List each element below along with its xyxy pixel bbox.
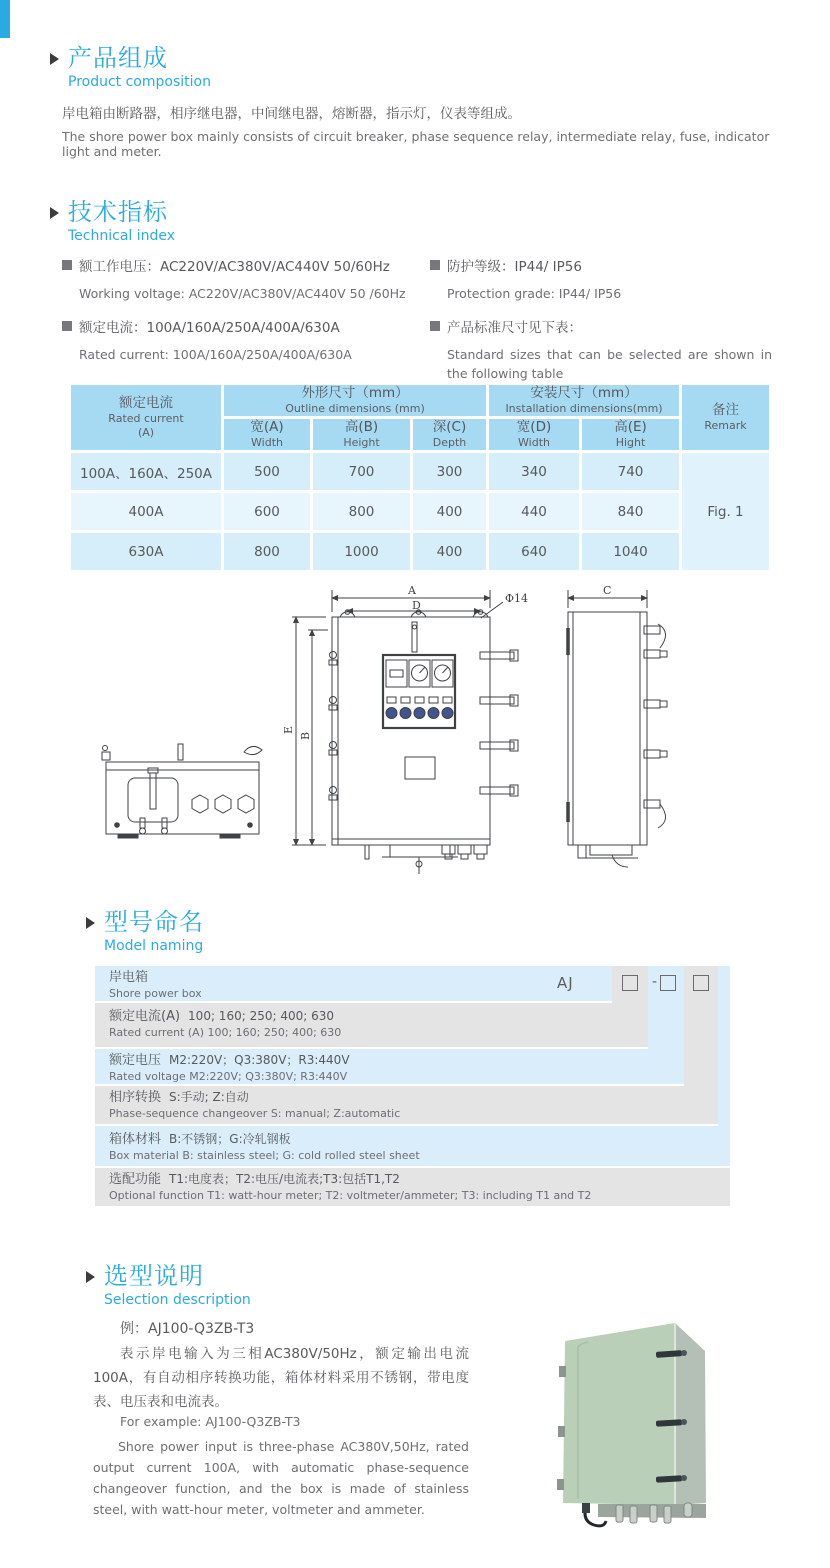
selection-example-en: For example: AJ100-Q3ZB-T3	[120, 1414, 301, 1429]
square-bullet-icon	[430, 260, 440, 270]
subheader-height-b: 高(B) Height	[313, 419, 410, 450]
section-title-cn: 型号命名	[104, 908, 204, 936]
model-code-box-1	[622, 975, 638, 991]
naming-row-optional-function: 选配功能 T1:电度表；T2:电压/电流表;T3:包括T1,T2 Optional function T1: watt-hour meter; T2: voltmeter/ammeter; T3: including T1 and T2	[95, 1168, 730, 1206]
subheader-width-a: 宽(A) Width	[224, 419, 310, 450]
bullet-standard-sizes	[430, 316, 772, 383]
model-code-prefix: AJ	[557, 974, 574, 992]
indicator-lights	[386, 697, 453, 719]
bullet-en: Protection grade: IP44/ IP56	[447, 286, 622, 301]
bullet-protection-grade	[430, 255, 772, 303]
page-corner-mark	[0, 0, 10, 38]
subheader-width-d: 宽(D) Width	[489, 419, 579, 450]
bullet-en: Standard sizes that can be selected are shown in the following table	[447, 347, 772, 381]
header-remark: 备注 Remark	[682, 385, 769, 450]
section-model-naming-title	[86, 908, 204, 956]
section-arrow-icon	[86, 917, 95, 929]
dim-label-c: C	[603, 584, 612, 597]
dim-label-d: D	[412, 599, 421, 612]
selection-example-cn: 例：AJ100-Q3ZB-T3	[120, 1321, 255, 1337]
size-table	[68, 382, 772, 573]
square-bullet-icon	[62, 321, 72, 331]
square-bullet-icon	[430, 321, 440, 331]
naming-row-rated-current: 额定电流(A) 100; 160; 250; 400; 630 Rated current (A) 100; 160; 250; 400; 630	[95, 1003, 648, 1047]
section-title-cn: 产品组成	[68, 44, 168, 72]
remark-value: Fig. 1	[682, 453, 769, 570]
naming-row-phase-sequence: 相序转换 S:手动; Z:自动 Phase-sequence changeover S: manual; Z:automatic	[95, 1086, 718, 1124]
table-row: 400A 600 800 400 440 840	[71, 493, 769, 530]
header-installation-dimensions: 安装尺寸（mm） Installation dimensions(mm)	[489, 385, 679, 416]
model-code-box-3	[693, 975, 709, 991]
drawing-bottom-view	[102, 744, 262, 838]
section-title-en: Technical index	[68, 228, 176, 244]
technical-drawings	[60, 582, 790, 882]
section-selection-description-title	[86, 1262, 251, 1310]
bullet-cn: 产品标准尺寸见下表：	[447, 320, 582, 336]
section-arrow-icon	[50, 207, 59, 219]
square-bullet-icon	[62, 260, 72, 270]
bullet-rated-current	[62, 316, 430, 364]
model-code-dash: -	[652, 974, 658, 990]
bullet-cn: 额定电流：100A/160A/250A/400A/630A	[79, 320, 340, 336]
bullets-left-column	[62, 255, 430, 396]
bullet-en: Working voltage: AC220V/AC380V/AC440V 50 /60Hz	[79, 286, 406, 301]
drawing-front-view	[292, 590, 518, 874]
header-rated-current: 额定电流 Rated current (A)	[71, 385, 221, 450]
product-photo-shore-power-box	[538, 1293, 793, 1565]
dim-label-b: B	[299, 731, 312, 740]
selection-body-cn: 表示岸电输入为三相AC380V/50Hz，额定输出电流100A，有自动相序转换功能，箱体材料采用不锈钢，带电度表、电压表和电流表。	[93, 1346, 469, 1410]
composition-body-cn: 岸电箱由断路器，相序继电器，中间继电器，熔断器，指示灯，仪表等组成。	[62, 106, 521, 122]
header-outline-dimensions: 外形尺寸（mm） Outline dimensions (mm)	[224, 385, 486, 416]
subheader-depth-c: 深(C) Depth	[413, 419, 486, 450]
bullet-en: Rated current: 100A/160A/250A/400A/630A	[79, 347, 352, 362]
naming-row-box-material: 箱体材料 B:不锈钢；G:冷轧钢板 Box material B: stainless steel; G: cold rolled steel sheet	[95, 1126, 730, 1166]
selection-body-en: Shore power input is three-phase AC380V,50Hz, rated output current 100A, with automatic phase-sequence changeover function, and the box is made of stainless steel, with watt-hour meter, voltmeter and ammeter.	[93, 1439, 469, 1517]
bullet-cn: 防护等级：IP44/ IP56	[447, 259, 582, 275]
bullet-cn: 额工作电压：AC220V/AC380V/AC440V 50/60Hz	[79, 259, 390, 275]
section-arrow-icon	[50, 53, 59, 65]
hole-label-phi14: Φ14	[505, 592, 529, 605]
subheader-hight-e: 高(E) Hight	[582, 419, 679, 450]
front-right-latches	[480, 650, 518, 796]
composition-body-en: The shore power box mainly consists of circuit breaker, phase sequence relay, intermediate relay, fuse, indicator light and meter.	[62, 129, 770, 159]
section-arrow-icon	[86, 1271, 95, 1283]
dim-label-a: A	[408, 584, 416, 597]
model-naming-table	[95, 966, 730, 1206]
front-left-hinges	[329, 652, 337, 801]
section-title-cn: 选型说明	[104, 1262, 204, 1290]
drawing-side-view	[568, 590, 667, 867]
technical-bullets	[62, 255, 772, 396]
section-title-en: Product composition	[68, 74, 211, 90]
model-code-box-2	[660, 975, 676, 991]
naming-row-shore-power-box: 岸电箱 Shore power box	[95, 966, 612, 1001]
section-title-cn: 技术指标	[68, 198, 168, 226]
section-title-en: Model naming	[104, 938, 204, 954]
section-product-composition-title	[50, 44, 211, 92]
dim-label-e: E	[282, 725, 295, 734]
table-row: 630A 800 1000 400 640 1040	[71, 533, 769, 570]
table-row: 100A、160A、250A 500 700 300 340 740 Fig. 1	[71, 453, 769, 490]
section-technical-index-title	[50, 198, 175, 246]
naming-row-rated-voltage: 额定电压 M2:220V；Q3:380V；R3:440V Rated voltage M2:220V; Q3:380V; R3:440V	[95, 1049, 684, 1084]
bullet-working-voltage	[62, 255, 430, 303]
bullets-right-column	[430, 255, 772, 396]
section-title-en: Selection description	[104, 1292, 251, 1308]
